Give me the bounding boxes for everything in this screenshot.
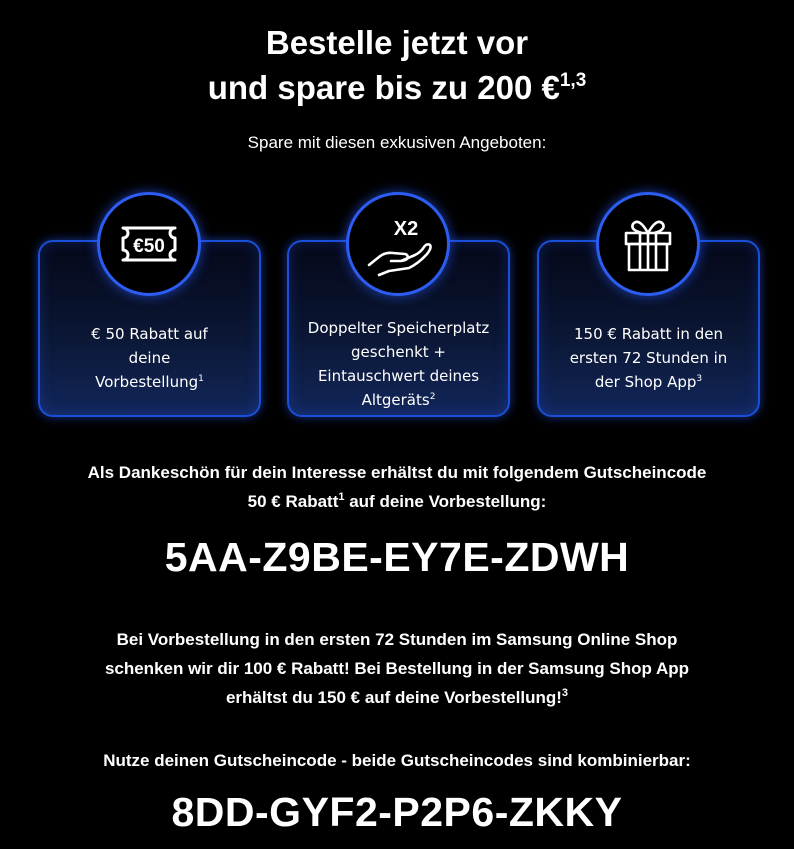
thanks-line-2b: auf deine Vorbestellung: [344, 492, 547, 511]
offer-2-line-2: geschenkt + [351, 343, 446, 361]
voucher-code-2: 8DD-GYF2-P2P6-ZKKY [171, 789, 623, 835]
thanks-line-1: Als Dankeschön für dein Interesse erhältst du mit folgendem Gutscheincode [87, 463, 707, 482]
offer-2-footnote: 2 [429, 392, 436, 402]
offer-3-line-3 [543, 370, 754, 394]
thanks-line-2 [0, 489, 794, 515]
hand-x2-icon-text: X2 [393, 218, 419, 240]
offer-2-line-1: Doppelter Speicherplatz [307, 319, 490, 337]
offer-3-line-2: ersten 72 Stunden in [569, 349, 728, 367]
offer-1-line-3 [44, 370, 255, 394]
offer-1-text [44, 322, 255, 394]
offer-3-footnote: 3 [696, 374, 703, 384]
preorder-line-3 [0, 685, 794, 711]
offer-2-line-4 [287, 388, 510, 412]
headline-line-1-text: Bestelle jetzt vor [265, 24, 529, 61]
offer-3-line-3-text: der Shop App [594, 373, 697, 391]
headline-footnote: 1,3 [559, 70, 587, 91]
thanks-footnote: 1 [338, 491, 345, 503]
combine-text: Nutze deinen Gutscheincode - beide Gutscheincodes sind kombinierbar: [103, 751, 691, 770]
gift-icon [596, 192, 700, 296]
offer-1-line-3-text: Vorbestellung [95, 373, 199, 391]
headline-line-2 [0, 71, 794, 104]
offer-1-line-2: deine [128, 349, 171, 367]
preorder-line-1: Bei Vorbestellung in den ersten 72 Stunden im Samsung Online Shop [116, 630, 678, 649]
offer-2-line-3: Eintauschwert deines [317, 367, 480, 385]
offer-2-text [287, 316, 510, 412]
offers-subtitle: Spare mit diesen exkusiven Angeboten: [247, 133, 547, 152]
hand-x2-icon [346, 192, 450, 296]
voucher-code-1: 5AA-Z9BE-EY7E-ZDWH [164, 534, 630, 580]
offer-3-line-1: 150 € Rabatt in den [574, 325, 723, 343]
thanks-line-2a: 50 € Rabatt [247, 492, 339, 511]
headline-line-1 [0, 26, 794, 59]
offer-3-text [543, 322, 754, 394]
ticket-50-icon-text: €50 [133, 236, 165, 257]
preorder-line-2: schenken wir dir 100 € Rabatt! Bei Bestellung in der Samsung Shop App [104, 659, 690, 678]
offer-1-footnote: 1 [198, 374, 204, 384]
ticket-50-icon [97, 192, 201, 296]
headline-line-2-text: und spare bis zu 200 € [207, 69, 560, 106]
offer-2-line-4-text: Altgeräts [361, 391, 430, 409]
preorder-line-3-text: erhältst du 150 € auf deine Vorbestellung! [225, 688, 562, 707]
offer-1-line-1: € 50 Rabatt auf [91, 325, 208, 343]
preorder-footnote: 3 [561, 687, 569, 699]
